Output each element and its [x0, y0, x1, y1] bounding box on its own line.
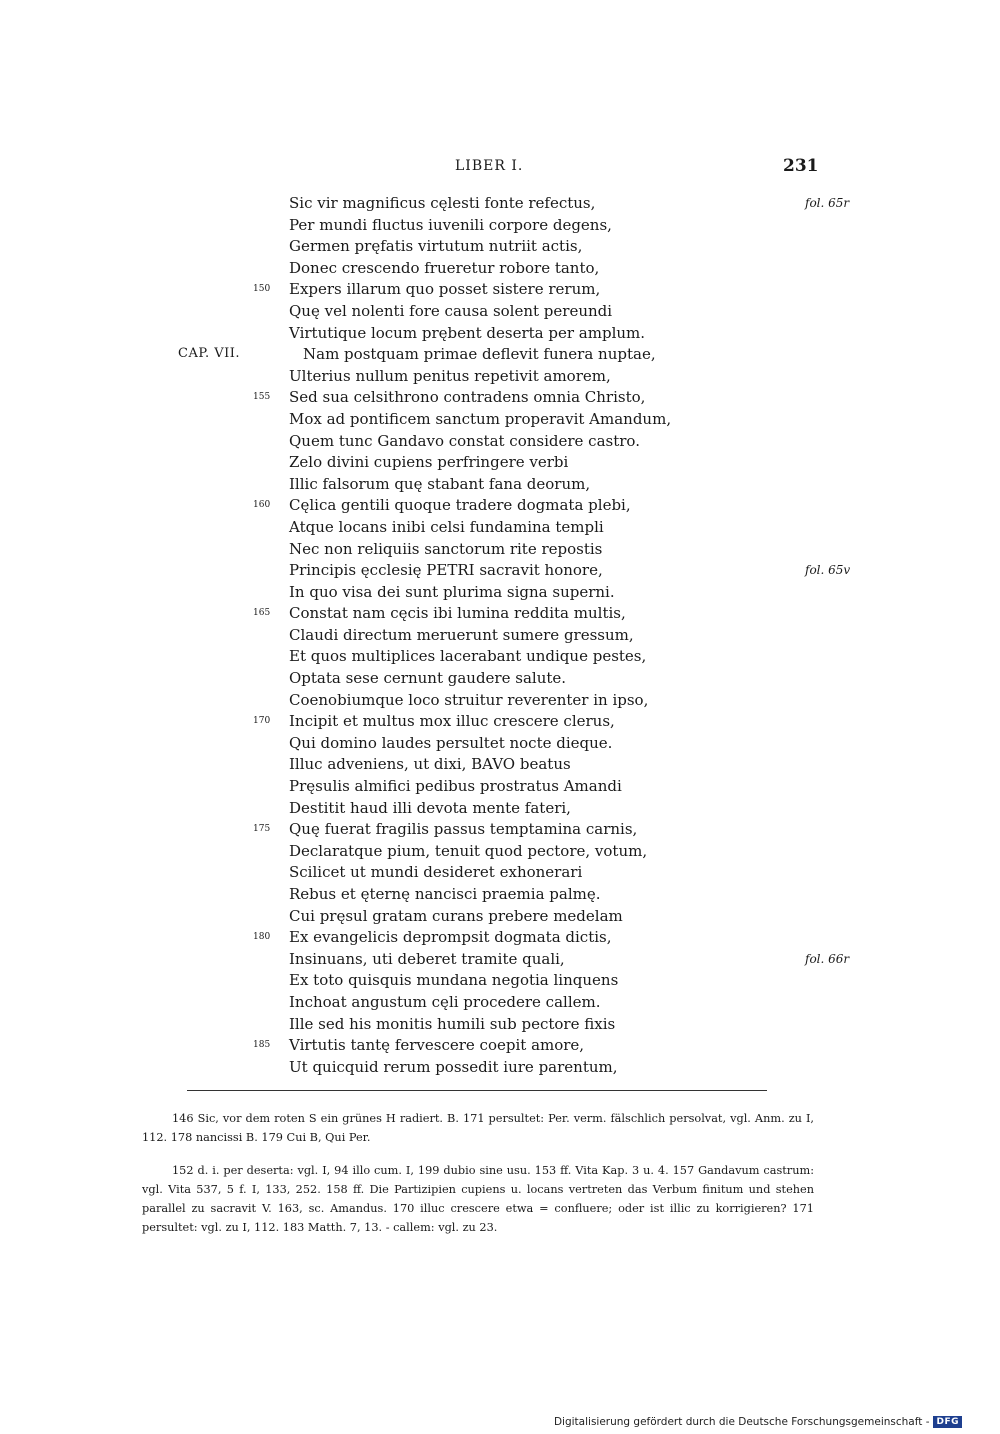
verse-text: Declaratque pium, tenuit quod pectore, votum,	[289, 841, 648, 860]
verse-text: Nam postquam primae deflevit funera nuptae,	[303, 345, 656, 364]
verse-line	[0, 366, 1000, 388]
verse-text: Cui pręsul gratam curans prebere medelam	[289, 906, 623, 925]
verse-line	[0, 949, 1000, 971]
funding-footer	[554, 1416, 962, 1428]
verse-text: Illic falsorum quę stabant fana deorum,	[289, 474, 591, 493]
verse-text: Zelo divini cupiens perfringere verbi	[289, 453, 569, 472]
verse-line	[0, 409, 1000, 431]
verse-text: Insinuans, uti deberet tramite quali,	[289, 949, 565, 968]
verse-line	[0, 603, 1000, 625]
verse-line	[0, 193, 1000, 215]
verse-text: Pręsulis almifici pedibus prostratus Amandi	[289, 777, 622, 796]
verse-line	[0, 1057, 1000, 1079]
verse-text: Virtutique locum prębent deserta per amplum.	[289, 323, 646, 342]
verse-text: Quem tunc Gandavo constat considere castro.	[289, 431, 640, 450]
line-number: 165	[253, 608, 271, 619]
verse-text: Quę fuerat fragilis passus temptamina carnis,	[289, 820, 638, 839]
verse-text: Donec crescendo frueretur robore tanto,	[289, 258, 600, 277]
dfg-logo: DFG	[933, 1416, 962, 1428]
verse-text: Illuc adveniens, ut dixi, BAVO beatus	[289, 755, 571, 774]
verse-line	[0, 927, 1000, 949]
verse-line	[0, 431, 1000, 453]
verse-text: Et quos multiplices lacerabant undique pestes,	[289, 647, 647, 666]
verse-text: Cęlica gentili quoque tradere dogmata plebi,	[289, 496, 631, 515]
verse-text: Rebus et ęternę nancisci praemia palmę.	[289, 885, 601, 903]
verse-line	[0, 1035, 1000, 1057]
verse-text: Principis ęcclesię PETRI sacravit honore,	[289, 561, 603, 580]
verse-line	[0, 668, 1000, 690]
verse-line	[0, 474, 1000, 496]
verse-line	[0, 517, 1000, 539]
verse-line	[0, 970, 1000, 992]
verse-line	[0, 279, 1000, 301]
verse-line	[0, 841, 1000, 863]
verse-line	[0, 862, 1000, 884]
verse-line	[0, 798, 1000, 820]
line-number: 175	[253, 824, 271, 835]
verse-line	[0, 754, 1000, 776]
verse-line	[0, 992, 1000, 1014]
verse-text: Claudi directum meruerunt sumere gressum,	[289, 625, 634, 644]
verse-line	[0, 236, 1000, 258]
verse-line	[0, 1014, 1000, 1036]
verse-text: Mox ad pontificem sanctum properavit Amandum,	[289, 409, 672, 428]
verse-text: Ulterius nullum penitus repetivit amorem,	[289, 366, 611, 385]
running-title: LIBER I.	[455, 158, 524, 174]
verse-line	[0, 582, 1000, 604]
verse-text: Ille sed his monitis humili sub pectore fixis	[289, 1014, 616, 1033]
page-number: 231	[783, 156, 819, 176]
verse-text: Atque locans inibi celsi fundamina templi	[289, 517, 604, 536]
critical-apparatus	[142, 1109, 814, 1147]
folio-marker: fol. 66r	[805, 951, 850, 966]
line-number: 170	[253, 716, 271, 727]
verse-line	[0, 906, 1000, 928]
verse-line	[0, 690, 1000, 712]
verse-text: Germen pręfatis virtutum nutriit actis,	[289, 237, 583, 256]
verse-line	[0, 301, 1000, 323]
line-number: 185	[253, 1040, 271, 1051]
verse-text: Qui domino laudes persultet nocte dieque.	[289, 733, 613, 752]
verse-text: Ex evangelicis deprompsit dogmata dictis,	[289, 928, 612, 947]
verse-line	[0, 560, 1000, 582]
verse-line	[0, 495, 1000, 517]
verse-line	[0, 258, 1000, 280]
verse-line	[0, 215, 1000, 237]
verse-text: Per mundi fluctus iuvenili corpore degens,	[289, 215, 612, 234]
folio-marker: fol. 65v	[805, 563, 851, 578]
verse-text: Destitit haud illi devota mente fateri,	[289, 798, 571, 817]
verse-line	[0, 776, 1000, 798]
verse-line	[0, 625, 1000, 647]
line-number: 160	[253, 500, 271, 511]
funding-text: Digitalisierung gefördert durch die Deutsche Forschungsgemeinschaft -	[553, 1416, 930, 1428]
apparatus-note: 146 Sic, vor dem roten S ein grünes H radiert. B. 171 persultet: Per. verm. fälschlich persolvat, vgl. Anm. zu I, 112. 178 nancissi B. 179 Cui B, Qui Per.	[142, 1112, 814, 1144]
poem-text	[0, 193, 1000, 1078]
line-number: 150	[253, 284, 271, 295]
folio-marker: fol. 65r	[805, 196, 850, 210]
verse-line	[0, 344, 1000, 366]
verse-text: Inchoat angustum cęli procedere callem.	[289, 992, 601, 1011]
commentary-notes	[142, 1161, 814, 1237]
verse-text: Ut quicquid rerum possedit iure parentum,	[289, 1057, 618, 1076]
verse-line	[0, 733, 1000, 755]
commentary-note: 152 d. i. per deserta: vgl. I, 94 illo cum. I, 199 dubio sine usu. 153 ff. Vita Kap. 3 u. 4. 157 Gandavum castrum: vgl. Vita 537, 5 f. I, 133, 252. 158 ff. Die Partizipien cupiens u. locans vertreten das Verbum finitum und stehen parallel zu sacravit V. 163, sc. Amandus. 170 illuc crescere etwa = confluere; oder ist illic zu korrigieren? 171 persultet: vgl. zu I, 112. 183 Matth. 7, 13. - callem: vgl. zu 23.	[142, 1164, 814, 1234]
footnote-divider	[187, 1090, 767, 1091]
line-number: 180	[253, 932, 271, 943]
verse-text: Coenobiumque loco struitur reverenter in ipso,	[289, 690, 649, 709]
verse-line	[0, 819, 1000, 841]
verse-text: Sed sua celsithrono contradens omnia Christo,	[289, 388, 646, 407]
verse-text: Sic vir magnificus cęlesti fonte refectus,	[289, 194, 596, 212]
verse-text: Virtutis tantę fervescere coepit amore,	[289, 1036, 585, 1055]
verse-text: Constat nam cęcis ibi lumina reddita multis,	[289, 604, 626, 623]
verse-line	[0, 452, 1000, 474]
verse-text: Ex toto quisquis mundana negotia linquens	[289, 971, 619, 990]
verse-text: Incipit et multus mox illuc crescere clerus,	[289, 712, 615, 731]
line-number: 155	[253, 392, 271, 403]
verse-line	[0, 323, 1000, 345]
verse-line	[0, 539, 1000, 561]
verse-line	[0, 884, 1000, 906]
verse-text: Scilicet ut mundi desideret exhonerari	[289, 863, 583, 882]
verse-text: Quę vel nolenti fore causa solent pereundi	[289, 301, 613, 320]
verse-text: Optata sese cernunt gaudere salute.	[289, 669, 567, 688]
verse-line	[0, 646, 1000, 668]
verse-line	[0, 387, 1000, 409]
verse-text: Expers illarum quo posset sistere rerum,	[289, 280, 601, 299]
verse-text: Nec non reliquiis sanctorum rite repostis	[289, 539, 603, 558]
verse-line	[0, 711, 1000, 733]
chapter-label: CAP. VII.	[178, 346, 241, 361]
verse-text: In quo visa dei sunt plurima signa superni.	[289, 582, 615, 601]
